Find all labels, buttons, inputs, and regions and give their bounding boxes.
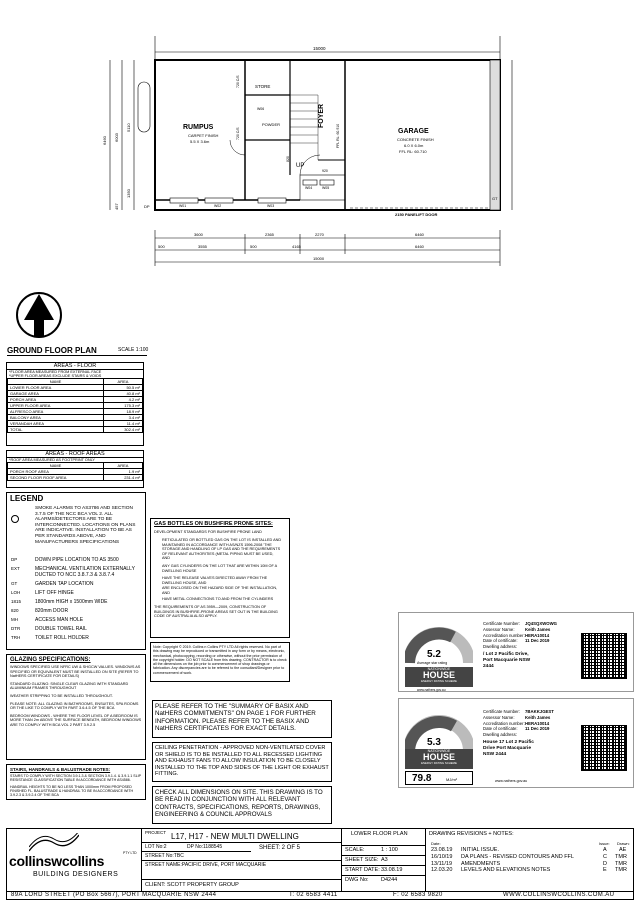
window-label: W01 [179, 204, 187, 208]
street-number: STREET No:TBC [145, 853, 184, 859]
cert-url: www.nathers.gov.au [495, 779, 528, 783]
rev-issue: C [603, 853, 607, 860]
star-rating: 5.2 [427, 649, 441, 660]
table-cell: SECOND FLOOR ROOF AREA [8, 475, 104, 481]
nathers-certificate-1 [398, 612, 634, 692]
gas-item: ANY GAS CYLINDERS ON THE LOT THAT ARE WITHIN 10M OF A DWELLING HOUSE [162, 563, 277, 573]
table-row [427, 861, 631, 868]
table-cell: LOWER FLOOR AREA [8, 385, 104, 391]
small-label: 720 C/S [236, 75, 240, 88]
cert-address [483, 652, 530, 669]
dp-number: DP No:1188545 [187, 844, 223, 850]
nathers-logo [405, 749, 473, 769]
legend-desc: 820mm DOOR [35, 608, 69, 614]
areas-roof-note: *ROOF AREA MEASURED AS FOOTPRINT ONLY [9, 458, 95, 462]
dim-bottom2: 3555 [198, 244, 207, 249]
sheet-size: A3 [381, 857, 388, 863]
scale-value: 1 : 100 [381, 847, 398, 853]
legend-desc: DOUBLE TOWEL RAIL [35, 626, 87, 632]
revisions-title: DRAWING REVISIONS + NOTES: [429, 831, 514, 837]
legend-title: LEGEND [10, 494, 44, 503]
project-label: PROJECT [145, 830, 167, 835]
cert-labels [483, 621, 525, 650]
footer-fax: F: 02 6583 9820 [393, 892, 443, 898]
company-designers: BUILDING DESIGNERS [33, 871, 119, 878]
dp-label: DP [144, 204, 150, 209]
gas-item: RETICULATED OR BOTTLED GAS ON THE LOT IS INSTALLED AND MAINTAINED IN ACCORDANCE WITH AS/NZS 1596-2008 'THE STORAGE AND HANDLING OF LP GAS AND THE REQUIREMENTS OF RELEVANT AUTHORITIES (METAL PIPING MUST BE USED, AND [162, 538, 282, 561]
gt-label: GT [492, 196, 498, 201]
table-cell: 302.4 m² [104, 427, 143, 433]
room-rumpus-finish: CARPET FINISH [188, 133, 219, 138]
rev-issue: E [603, 867, 607, 874]
table-cell: PORCH ROOF AREA [8, 469, 104, 475]
cert-values [525, 709, 554, 732]
table-cell: 11.4 m² [104, 421, 143, 427]
gas-intro: DEVELOPMENT STANDARDS FOR BUSHFIRE PRONE LAND [154, 530, 262, 534]
cert-label: Accreditation number: [483, 632, 525, 638]
table-cell: ALFRESCO AREA [8, 409, 104, 415]
cert-value: 11 Dec 2019 [525, 638, 550, 644]
room-foyer-ffl: FFL RL: 60.910 [336, 123, 340, 148]
cert-values [525, 621, 557, 644]
rev-desc: INITIAL ISSUE. [461, 847, 500, 853]
dim-left: 6003 [114, 133, 119, 142]
powder-label: POWDER [262, 122, 280, 127]
dim-left: 1350 [126, 189, 131, 198]
stairs-para: HANDRAIL HEIGHTS TO BE NO LESS THAN 1000mm FROM PROPOSED FINISHED FL. BALUSTRADE & HANDRAIL TO BE IN ACCORDANCE WITH 3.9.2.3 & 3.9.2.4 OF THE BCA [10, 784, 134, 798]
star-rating: 5.3 [427, 737, 441, 748]
cert-value: HERA10014 [525, 720, 550, 726]
project-name: L17, H17 - NEW MULTI DWELLING [171, 832, 299, 841]
legend-desc: 1800mm HIGH x 1500mm WIDE [35, 599, 108, 605]
cert-label: Assessor Name: [483, 626, 515, 632]
client-name: CLIENT: SCOTT PROPERTY GROUP [145, 882, 239, 888]
legend-key: 820 [11, 608, 19, 613]
table-cell: GARAGE AREA [8, 391, 104, 397]
garage-door-label: 2150 PANELIFT DOOR [395, 212, 438, 217]
nathers-certificate-2 [398, 698, 634, 788]
cert-address-line: House 17 Lot 2 Pacific [483, 740, 534, 745]
table-row [427, 854, 631, 861]
room-garage-size: 6.0 X 6.0m [404, 143, 424, 148]
room-foyer: FOYER [318, 103, 325, 128]
legend-row [11, 557, 143, 565]
dim-bottom: 2270 [315, 232, 324, 237]
rev-date: 23.08.19 [431, 847, 453, 853]
legend-row [11, 590, 143, 598]
rev-desc: AMENDMENTS [461, 860, 501, 867]
smoke-alarm-text: SMOKE ALARMS TO AS3786 AND SECTION 3.7.5 OF THE NCC BCA VOL 2. ALL ALARMS/DETECTORS ARE TO BE INTERCONNECTED. LOCATIONS ON PLANS ARE INDICATIVE. INSTALLATION TO BE AS PER STANDARDS ABOVE, AND MANUFACTURERS SPECIFICATIONS [35, 506, 136, 545]
legend-row [11, 626, 143, 634]
glazing-title: GLAZING SPECIFICATIONS: [10, 657, 91, 663]
small-label: 820 [286, 156, 290, 162]
sheet-number: SHEET: 2 OF 5 [259, 845, 301, 851]
areas-floor-title: AREAS - FLOOR [7, 363, 143, 370]
cert-label: Certificate Number: [483, 621, 521, 626]
drawing-name: LOWER FLOOR PLAN [351, 831, 408, 837]
cert-labels [483, 709, 525, 738]
dim-total: 15000 [313, 256, 325, 261]
up-label: UP [296, 163, 305, 169]
logo-text: HOUSE [422, 752, 455, 762]
table-header: NAME [8, 463, 104, 469]
legend-desc: ACCESS MAN HOLE [35, 617, 84, 623]
dim-left: 457 [114, 203, 119, 210]
row-line [141, 851, 251, 852]
areas-floor-note: *UPPER FLOOR AREAS EXCLUDE STAIRS & VOIDS [9, 374, 102, 378]
legend-key: MH [11, 617, 18, 622]
legend-key: DTR [11, 626, 21, 631]
logo-text: HOUSE [422, 670, 455, 680]
row-line [141, 879, 341, 880]
cert-label: Accreditation number: [483, 720, 525, 726]
cert-value: 7BAKKJGEST [525, 709, 554, 714]
table-cell: 4.2 m² [104, 397, 143, 403]
logo-text: ENERGY RATING SCHEME [421, 761, 457, 765]
cert-label: Date of certificate: [483, 726, 518, 732]
legend-key: TRH [11, 635, 21, 640]
dwg-number-label: DWG No: [345, 877, 369, 883]
table-row [427, 867, 631, 874]
room-rumpus-size: 5.5 X 3.6m [190, 139, 210, 144]
smoke-alarm-icon [11, 515, 19, 523]
row-line [341, 865, 425, 866]
stairs-title: STAIRS, HANDRAILS & BALUSTRADE NOTES: [10, 767, 111, 772]
energy-value: 79.8 [412, 773, 432, 784]
dim-bottom2: 4165 [292, 244, 301, 249]
plan-scale: SCALE 1:100 [118, 347, 149, 353]
window-label: W05 [322, 186, 330, 190]
row-line [341, 845, 425, 846]
company-pty: PTY LTD [123, 851, 137, 855]
rev-issue: D [603, 860, 607, 867]
cert-address [483, 740, 534, 757]
copyright-box: Note: Copyright © 2019. Collins n Collins PTY LTD All rights reserved. No part of this drawing may be reproduced or transmitted in any form or by means, electronic, mechanical, photocopying, recording or otherwise, without the prior permission of the copyright holder. DO NOT SCALE from this drawing. CONTRACTOR is to check all the dimensions on the job prior to commencement of shop drawings or fabrication. Any discrepancies are to be referred to the consultant/Designer prior to commencement of work. [150, 642, 290, 682]
rev-header-date: Date: [431, 841, 441, 846]
rev-drawn: TMR [615, 867, 627, 874]
rev-issue: A [603, 847, 607, 853]
table-header: NAME [8, 379, 104, 385]
store-label: STORE [255, 84, 271, 89]
row-line [341, 855, 425, 856]
glazing-box [6, 654, 146, 760]
plan-title: GROUND FLOOR PLAN [7, 346, 97, 355]
divider [341, 829, 342, 891]
cert-address-line: / Lot 2 Pacific Drive, [483, 652, 529, 657]
rev-desc: DA PLANS - REVISED CONTOURS AND FFL [461, 853, 574, 860]
rev-desc: LEVELS AND ELEVATIONS NOTES [461, 867, 551, 874]
legend-row [11, 599, 143, 607]
rev-header-drawn: Drawn: [617, 841, 630, 846]
energy-unit: MJ/m² [446, 777, 458, 782]
legend-key: GT [11, 581, 18, 586]
small-label: 920 [322, 169, 328, 173]
window-label: W06 [257, 107, 265, 111]
title-block [6, 828, 634, 900]
table-cell: 175.3 m² [104, 403, 143, 409]
table-row [427, 847, 631, 854]
dwg-number: D4244 [381, 877, 398, 883]
room-garage-finish: CONCRETE FINISH [397, 137, 434, 142]
table-cell: 3.4 m² [104, 415, 143, 421]
stairs-para: STAIRS TO COMPLY WITH SECTION 3.9.1.3 & SECTION 3.9.1.4. & 3.9.1.1 SLIP RESISTANCE CLASSIFICATION TABLE IN ACCORDANCE WITH AS4586. [10, 774, 142, 783]
footer-address: 89A LORD STREET (PO Box 5667), PORT MACQUARIE NSW 2444 [11, 892, 217, 898]
gas-item: HAVE METAL CONNECTIONS TO AND FROM THE CYLINDERS [162, 596, 274, 601]
small-label: 720 C/S [236, 127, 240, 140]
dim-left: 6460 [102, 136, 107, 145]
cert-label: Dwelling address: [483, 644, 517, 650]
street-name: STREET NAME:PACIFIC DRIVE, PORT MACQUARIE [145, 862, 267, 868]
basix-note: PLEASE REFER TO THE "SUMMARY OF BASIX AND NatHERS COMMITMENTS" ON PAGE 1 FOR FURTHER INFORMATION. PLEASE REFER TO THE BASIX AND NatHERS CERTIFICATES FOR EXACT DETAILS. [152, 700, 332, 738]
dim-bottom: 3600 [194, 232, 203, 237]
table-cell: BALCONY AREA [8, 415, 104, 421]
glazing-para: PLEASE NOTE: ALL GLAZING IN BATHROOMS, ENSUITES, SPA ROOMS OR THE LIKE TO COMPLY WITH PART 3.6.4.5 OF THE BCA [10, 701, 139, 711]
legend-key: EXT [11, 566, 20, 571]
divider [425, 829, 426, 891]
star-rating-sub: Average star rating [417, 661, 448, 665]
rev-drawn: AE [619, 847, 627, 853]
rev-date: 12.03.20 [431, 867, 453, 874]
table-cell: 40.8 m² [104, 391, 143, 397]
row-line [141, 860, 341, 861]
dim-left: 5110 [126, 123, 131, 132]
glazing-para: STANDARD GLAZING: SINGLE CLEAR GLAZING WITH STANDARD ALUMINIUM FRAMES THROUGHOUT [10, 681, 129, 691]
table-cell: 231.4 m² [104, 475, 143, 481]
row-line [141, 842, 341, 843]
window-label: W04 [305, 186, 313, 190]
legend-desc: DOWN PIPE LOCATION TO AS 3500 [35, 557, 119, 563]
table-cell: PORCH AREA [8, 397, 104, 403]
title-underline [7, 355, 147, 356]
legend-row [11, 566, 143, 580]
rev-date: 13/11/19 [431, 860, 453, 867]
rev-header-issue: Issue: [599, 841, 610, 846]
areas-roof-table [6, 450, 144, 488]
cert-value: 11 Dec 2019 [525, 726, 550, 732]
floor-plan-drawing [0, 0, 638, 300]
table-cell: TOTAL [8, 427, 104, 433]
dim-bottom2: 6460 [415, 244, 424, 249]
ceiling-note: CEILING PENETRATION - APPROVED NON-VENTILATED COVER OR SHIELD IS TO BE INSTALLED TO ALL RECESSED LIGHTING AND EXHAUST FANS TO ALLOW INSULATION TO BE CLOSELY INSTALLED TO THE TOP AND SIDES OF THE LIGHT OR EXHAUST FITTING. [152, 742, 332, 782]
cert-address-line: 2444 [483, 663, 494, 669]
gas-title: GAS BOTTLES ON BUSHFIRE PRONE SITES: [154, 521, 273, 527]
cert-label: Assessor Name: [483, 714, 515, 720]
row-line [341, 875, 425, 876]
gas-footer: THE REQUIREMENTS OF AS 3959—2009, CONSTRUCTION OF BUILDINGS IN BUSHFIRE-PRONE AREAS SET OUT IN THE BUILDING CODE OF AUSTRALIA ALSO APPLY. [154, 605, 278, 619]
cert-address-line: Drive Port Macquarie [483, 745, 531, 751]
dim-bottom: 2365 [265, 232, 274, 237]
legend-key: 1815 [11, 599, 22, 604]
rev-drawn: TMR [615, 853, 627, 860]
legend-key: LOH [11, 590, 21, 595]
logo-text: ENERGY RATING SCHEME [421, 679, 457, 683]
rev-row [427, 847, 631, 887]
areas-floor-note: *FLOOR AREA MEASURED FROM EXTERNAL FACE [9, 370, 102, 374]
glazing-para: WEATHER STRIPPING TO BE INSTALLED THROUGHOUT. [10, 693, 113, 698]
cert-value: JQ4SQXWOWG [525, 621, 557, 626]
legend-row [11, 617, 143, 625]
rev-date: 16/10/19 [431, 853, 453, 860]
dim-top: 15000 [313, 46, 326, 51]
table-header: AREA [104, 379, 143, 385]
areas-floor-table [6, 362, 144, 446]
legend-box [6, 492, 146, 650]
room-garage: GARAGE [398, 128, 429, 135]
room-rumpus: RUMPUS [183, 124, 214, 131]
table-cell: 1.9 m² [104, 469, 143, 475]
cert-value: Keith James [525, 626, 551, 632]
gas-box [150, 518, 290, 638]
legend-row [11, 581, 143, 589]
footer-website: WWW.COLLINSWCOLLINS.COM.AU [503, 892, 615, 898]
table-cell: UPPER FLOOR AREA [8, 403, 104, 409]
logo-text: NATIONWIDE [427, 749, 451, 753]
energy-box [405, 771, 473, 785]
nathers-logo [405, 667, 473, 687]
scale-label: SCALE: [345, 847, 365, 853]
sheet-size-label: SHEET SIZE: [345, 857, 379, 863]
table-cell: VERANDAH AREA [8, 421, 104, 427]
stairs-box [6, 764, 146, 800]
dim-bottom: 6460 [415, 232, 424, 237]
qr-code-icon [581, 725, 627, 771]
dim-bottom2: 500 [158, 244, 165, 249]
areas-roof-title: AREAS - ROOF AREAS [7, 451, 143, 458]
window-label: W02 [214, 204, 222, 208]
check-note: CHECK ALL DIMENSIONS ON SITE. THIS DRAWING IS TO BE READ IN CONJUNCTION WITH ALL RELEVANT CONTRACTS, SPECIFICATIONS, REPORTS, DRAWINGS, ENGINEERING & COUNCIL APPROVALS [152, 786, 332, 824]
glazing-para: WINDOWS SPECIFIED USE NFRC UW & SHGCW VALUES. WINDOWS AS SPECIFIED OR EQUIVALENT MUST BE INSTALLED ON SITE (REFER TO NatHERS CERTIFICATE FOR DETAILS) [10, 665, 141, 679]
legend-row [11, 608, 143, 616]
footer-phone: T: 02 6583 4411 [289, 892, 338, 898]
north-arrow-icon [14, 290, 64, 340]
company-logo: collinswcollins [9, 853, 105, 869]
table-cell: 18.9 m² [104, 409, 143, 415]
lot-number: LOT No:2 [145, 844, 167, 850]
logo-text: NATIONWIDE [427, 667, 451, 671]
start-date-label: START DATE: [345, 867, 380, 873]
gas-item: ARE ENCLOSED ON THE HAZARD SIDE OF THE INSTALLATION, AND [162, 586, 278, 595]
start-date: 33.08.19 [381, 867, 403, 873]
cert-value: HERA10014 [525, 632, 550, 638]
window-label: W03 [267, 204, 275, 208]
legend-key: DP [11, 557, 18, 562]
legend-desc: GARDEN TAP LOCATION [35, 581, 94, 587]
cert-label: Certificate Number: [483, 709, 521, 714]
table-header: AREA [104, 463, 143, 469]
cert-label: Dwelling address: [483, 732, 517, 738]
legend-row [11, 635, 143, 643]
logo-mark-icon [29, 833, 79, 853]
cert-url: www.nathers.gov.au [417, 688, 446, 692]
cert-label: Date of certificate: [483, 638, 518, 644]
qr-code-icon [581, 633, 627, 679]
legend-desc: LIFT OFF HINGE [35, 590, 74, 596]
cert-address-line: NSW 2444 [483, 751, 507, 757]
room-garage-ffl: FFL RL: 60.710 [399, 149, 427, 154]
table-cell: 50.5 m² [104, 385, 143, 391]
cert-address-line: Port Macquarie NSW [483, 657, 531, 663]
dim-bottom2: 500 [250, 244, 257, 249]
legend-desc: MECHANICAL VENTILATION EXTERNALLY DUCTED TO NCC 3.8.7.3 & 3.8.7.4 [35, 566, 135, 578]
gas-item: HAVE THE RELEASE VALVES DIRECTED AWAY FROM THE DWELLING HOUSE, AND [162, 576, 268, 585]
legend-desc: TOILET ROLL HOLDER [35, 635, 89, 641]
cert-value: Keith James [525, 714, 551, 720]
glazing-para: BEDROOM WINDOWS - WHERE THE FLOOR LEVEL OF A BEDROOM IS MORE THAN 2m ABOVE THE SURFACE BENEATH, BEDROOM WINDOWS ARE TO COMPLY WITH BCA VOL 2 PART 3.9.2.5 [10, 713, 142, 727]
rev-drawn: TMR [615, 860, 627, 867]
